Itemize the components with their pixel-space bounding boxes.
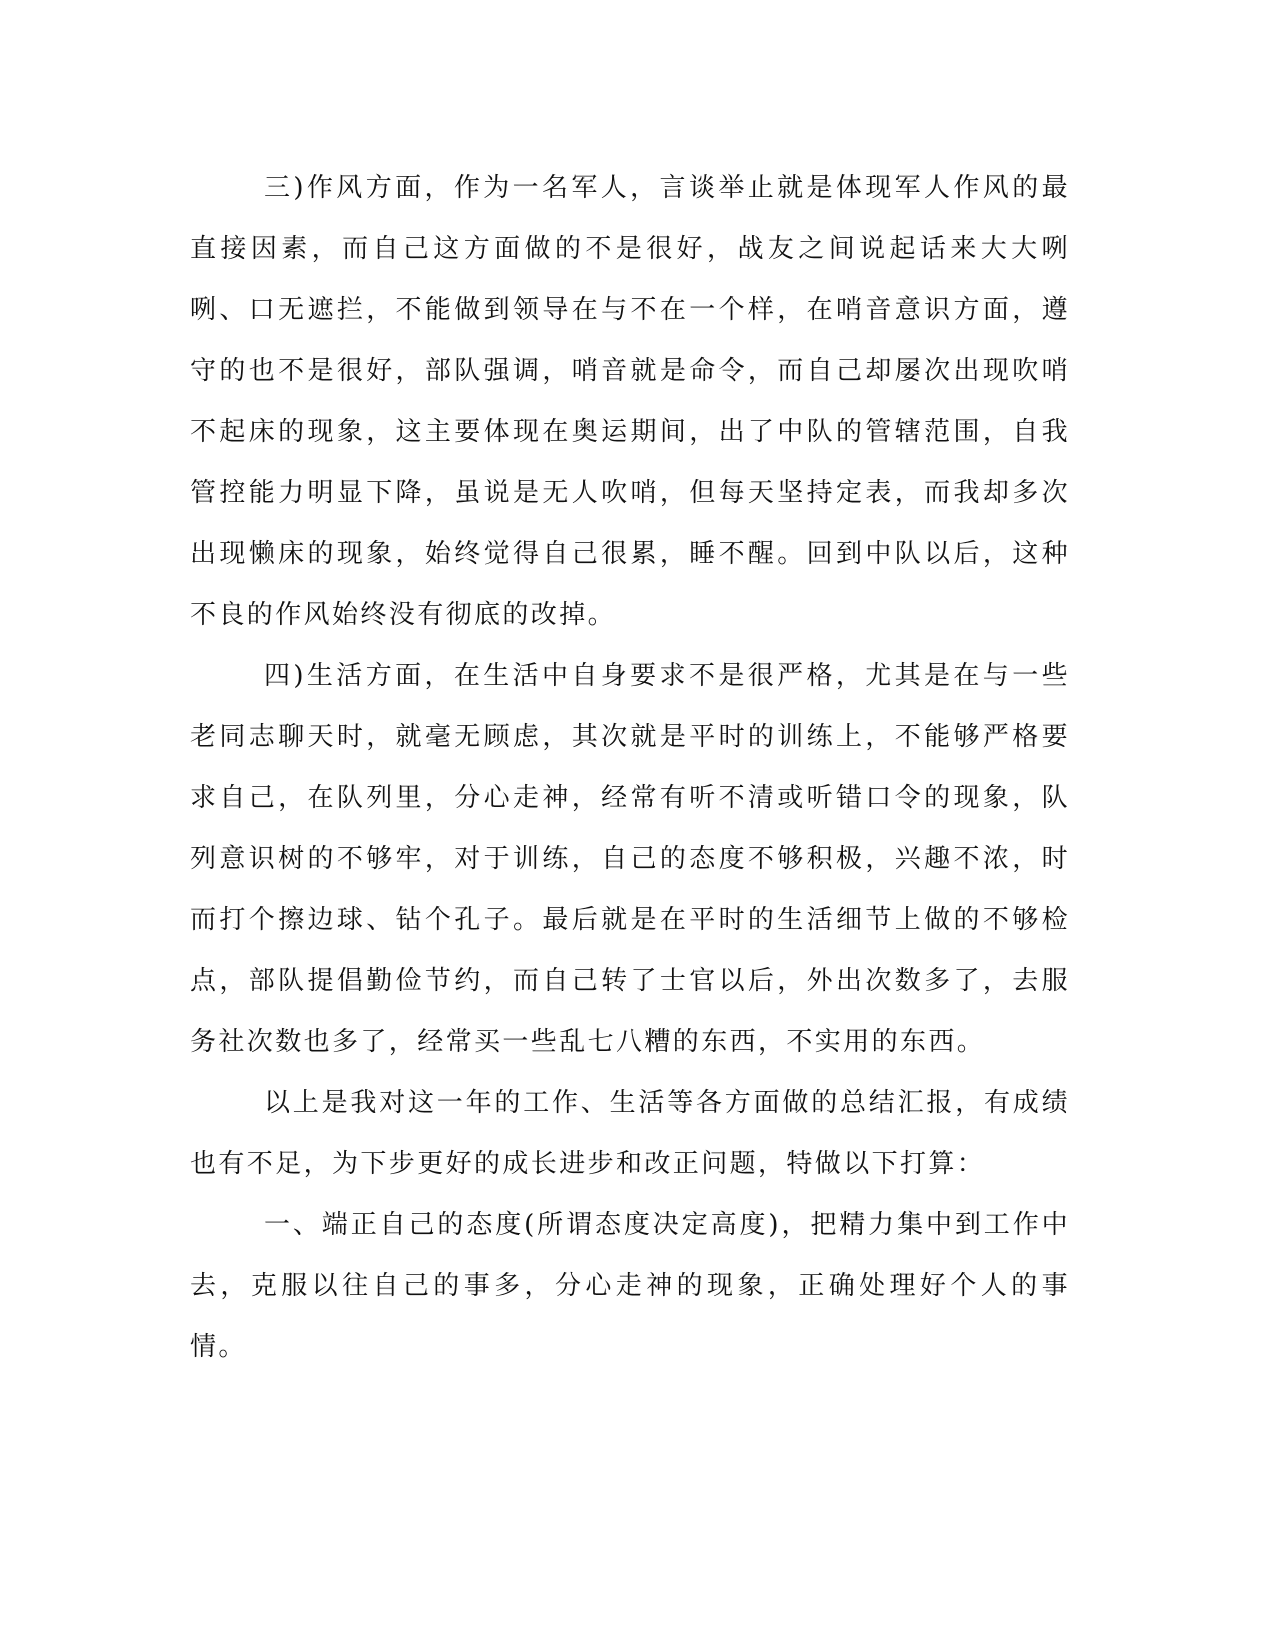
paragraph-work-style: 三)作风方面，作为一名军人，言谈举止就是体现军人作风的最直接因素，而自己这方面做的不是很好，战友之间说起话来大大咧咧、口无遮拦，不能做到领导在与不在一个样，在哨音意识方面，遵守的也不是很好，部队强调，哨音就是命令，而自己却屡次出现吹哨不起床的现象，这主要体现在奥运期间，出了中队的管辖范围，自我管控能力明显下降，虽说是无人吹哨，但每天坚持定表，而我却多次出现懒床的现象，始终觉得自己很累，睡不醒。回到中队以后，这种不良的作风始终没有彻底的改掉。 — [190, 173, 1070, 630]
paragraph-summary: 以上是我对这一年的工作、生活等各方面做的总结汇报，有成绩也有不足，为下步更好的成长进步和改正问题，特做以下打算： — [190, 1088, 1070, 1179]
paragraph-plan-one: 一、端正自己的态度(所谓态度决定高度)，把精力集中到工作中去，克服以往自己的事多，分心走神的现象，正确处理好个人的事情。 — [190, 1210, 1070, 1362]
paragraph-life: 四)生活方面，在生活中自身要求不是很严格，尤其是在与一些老同志聊天时，就毫无顾虑，其次就是平时的训练上，不能够严格要求自己，在队列里，分心走神，经常有听不清或听错口令的现象，队列意识树的不够牢，对于训练，自己的态度不够积极，兴趣不浓，时而打个擦边球、钻个孔子。最后就是在平时的生活细节上做的不够检点，部队提倡勤俭节约，而自己转了士官以后，外出次数多了，去服务社次数也多了，经常买一些乱七八糟的东西，不实用的东西。 — [190, 661, 1070, 1057]
document-body — [190, 158, 1070, 1378]
